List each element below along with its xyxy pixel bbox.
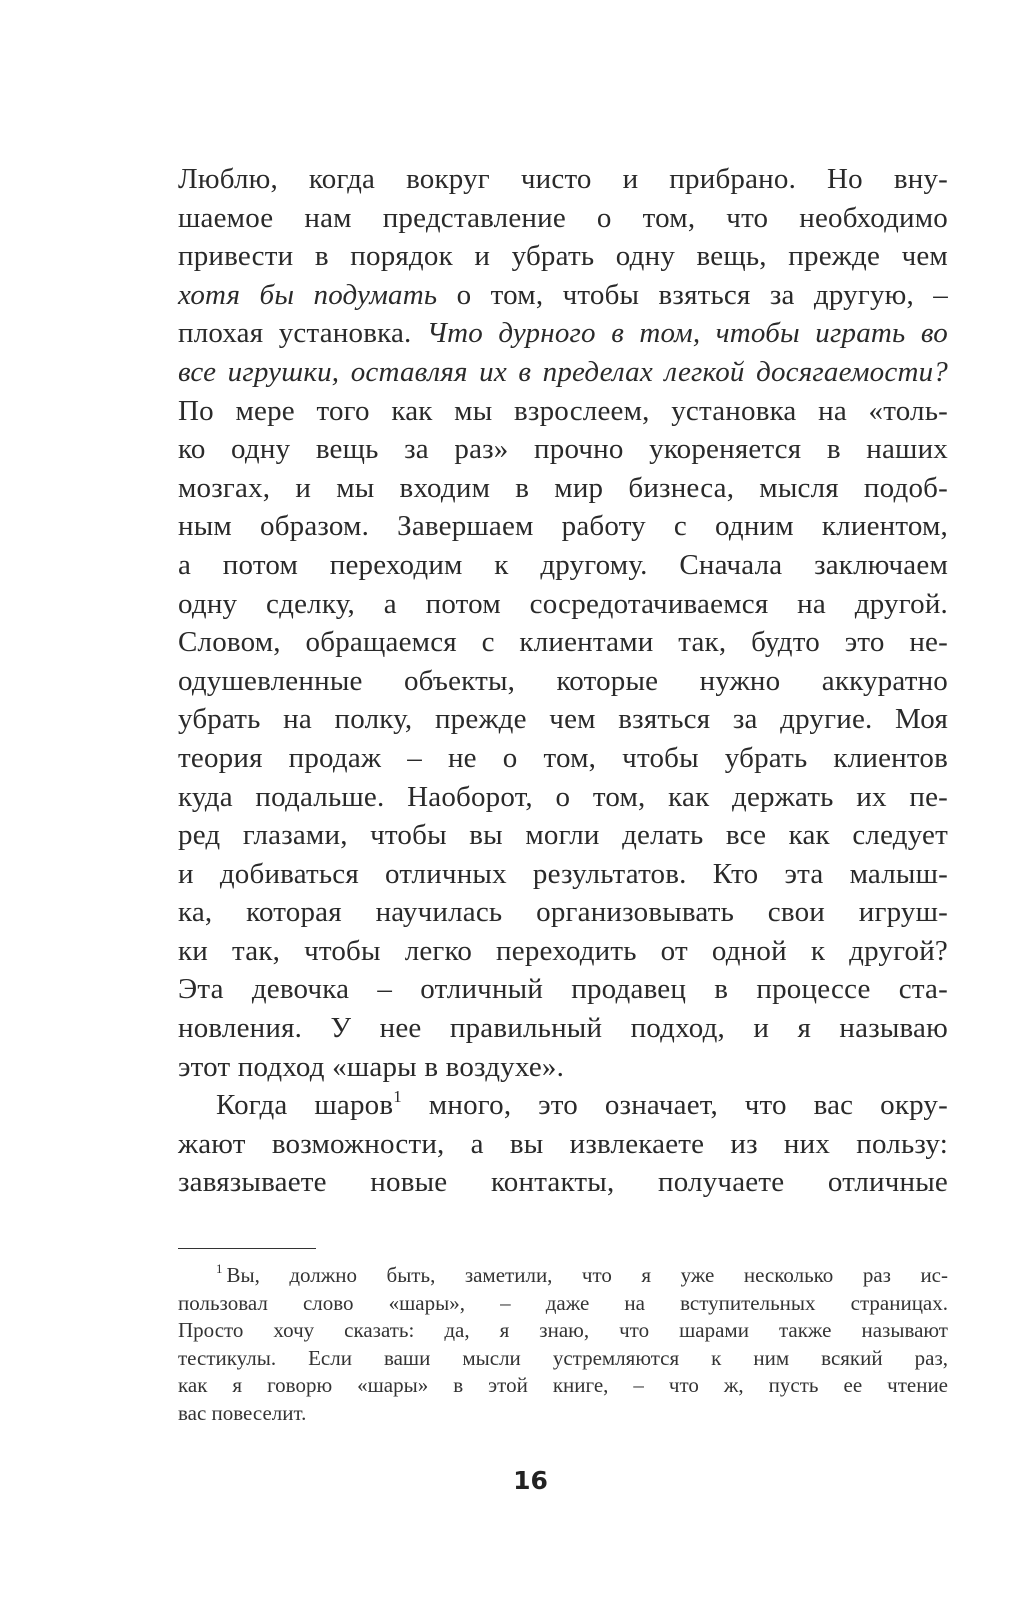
text-line: ред глазами, чтобы вы могли делать все как следует: [178, 819, 948, 852]
text-line: убрать на полку, прежде чем взяться за другие. Моя: [178, 703, 948, 736]
text-segment: Вы, должно быть, заметили, что я уже несколько раз ис-: [226, 1263, 948, 1287]
text-line-italic: все игрушки, оставляя их в пределах легкой досягаемости?: [178, 355, 948, 388]
text-line: [178, 276, 948, 315]
text-line: этот подход «шары в воздухе».: [178, 1050, 565, 1083]
footnote-line: тестикулы. Если ваши мысли устремляются к ним всякий раз,: [178, 1345, 948, 1370]
footnote-reference[interactable]: 1: [393, 1087, 402, 1107]
text-segment: о том, чтобы взяться за другую, –: [437, 278, 948, 311]
footnote-line: [178, 1262, 948, 1290]
page-number: 16: [513, 1466, 548, 1495]
text-line: одну сделку, а потом сосредотачиваемся на другой.: [178, 587, 948, 620]
text-line: новления. У нее правильный подход, и я называю: [178, 1012, 948, 1045]
text-line: теория продаж – не о том, чтобы убрать клиентов: [178, 741, 948, 774]
text-line: завязываете новые контакты, получаете отличные: [178, 1166, 948, 1199]
italic-phrase: хотя бы подумать: [178, 278, 438, 311]
footnote-line: как я говорю «шары» в этой книге, – что ж, пусть ее чтение: [178, 1373, 948, 1398]
text-line: Люблю, когда вокруг чисто и прибрано. Но вну-: [178, 163, 948, 195]
text-line: Эта девочка – отличный продавец в процессе ста-: [178, 973, 948, 1006]
text-line: ки так, чтобы легко переходить от одной к другой?: [178, 934, 948, 967]
text-line: ным образом. Завершаем работу с одним клиентом,: [178, 510, 948, 543]
footnote: [178, 1262, 948, 1428]
italic-phrase: Что дурного в том, чтобы играть во: [426, 317, 948, 350]
text-line: а потом переходим к другому. Сначала заключаем: [178, 548, 948, 581]
text-line: [178, 1086, 948, 1125]
text-line: [178, 314, 948, 353]
text-segment: плохая установка.: [178, 317, 427, 350]
text-line: шаемое нам представление о том, что необходимо: [178, 201, 948, 234]
text-line: ка, которая научилась организовывать свои игруш-: [178, 896, 948, 929]
footnote-mark: 1: [216, 1261, 223, 1276]
text-line: куда подальше. Наоборот, о том, как держать их пе-: [178, 780, 948, 813]
text-line: привести в порядок и убрать одну вещь, прежде чем: [178, 240, 948, 273]
text-line: По мере того как мы взрослеем, установка на «толь-: [178, 394, 948, 427]
footnote-line: пользовал слово «шары», – даже на вступительных страницах.: [178, 1290, 948, 1315]
text-segment: много, это означает, что вас окру-: [401, 1089, 948, 1122]
text-line: Словом, обращаемся с клиентами так, будто это не-: [178, 626, 948, 659]
main-text: [178, 160, 948, 1202]
footnote-line: вас повеселит.: [178, 1400, 307, 1425]
text-line: мозгах, и мы входим в мир бизнеса, мысля подоб-: [178, 471, 948, 504]
footnote-line: Просто хочу сказать: да, я знаю, что шарами также называют: [178, 1318, 948, 1343]
text-line: и добиваться отличных результатов. Кто эта малыш-: [178, 857, 948, 890]
text-line: ко одну вещь за раз» прочно укореняется в наших: [178, 433, 948, 466]
text-line: одушевленные объекты, которые нужно аккуратно: [178, 664, 948, 697]
footnote-divider: [178, 1248, 316, 1249]
text-segment: Когда шаров: [216, 1089, 394, 1122]
text-line: жают возможности, а вы извлекаете из них пользу:: [178, 1127, 948, 1160]
